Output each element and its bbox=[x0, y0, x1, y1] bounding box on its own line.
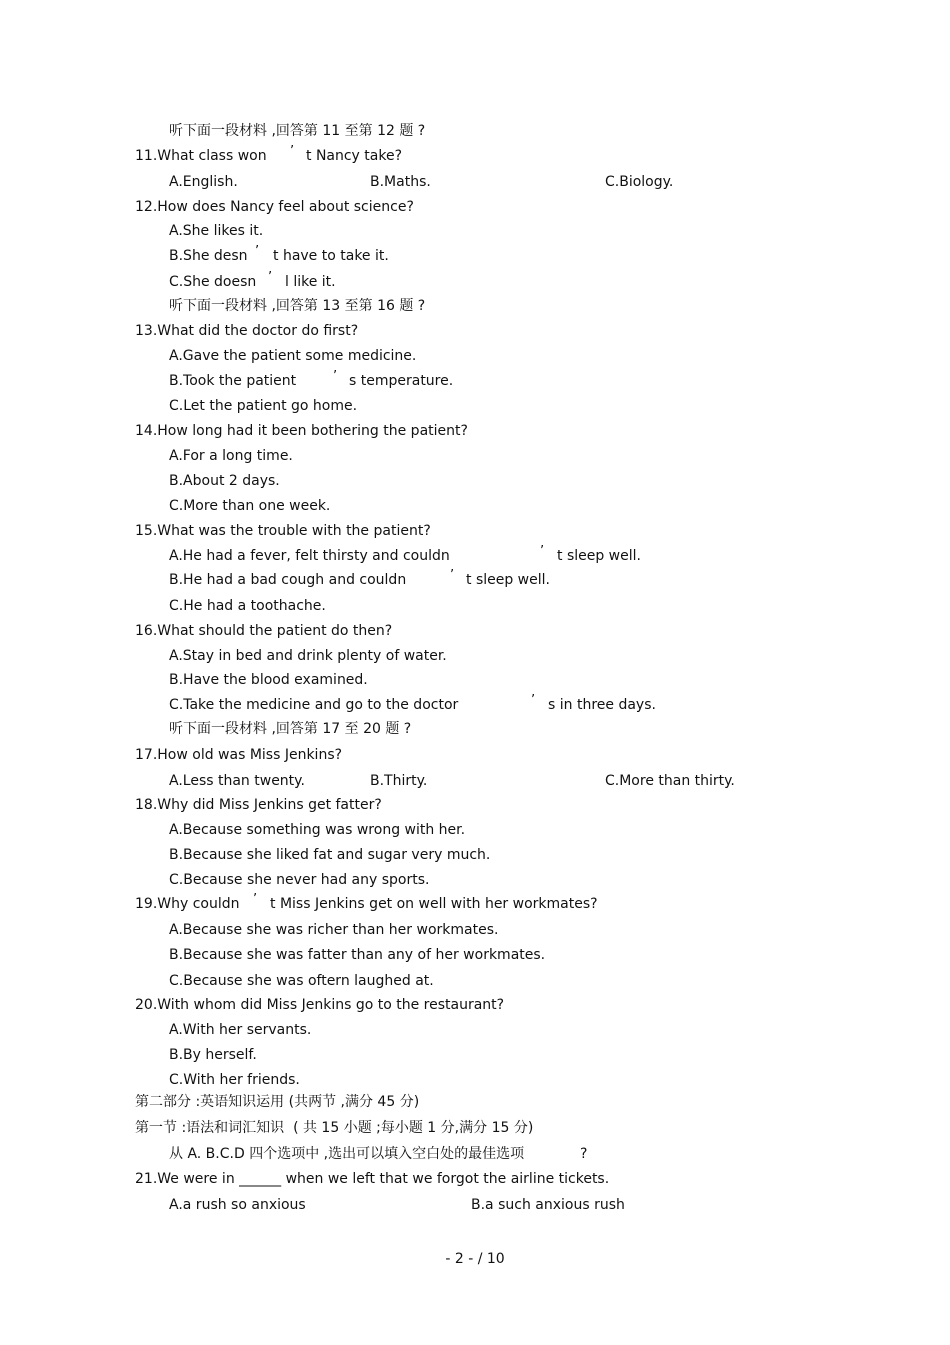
option-c: C.Take the medicine and go to the doctor bbox=[169, 697, 459, 713]
option-b: B.She desn bbox=[169, 248, 248, 264]
question-13: 13.What did the doctor do first? bbox=[135, 323, 359, 339]
question-18: 18.Why did Miss Jenkins get fatter? bbox=[135, 797, 382, 813]
apostrophe: ’ bbox=[540, 544, 545, 559]
option-c: C.More than one week. bbox=[169, 498, 331, 514]
section-instruction: 听下面一段材料 ,回答第 17 至 20 题 ? bbox=[169, 721, 412, 737]
option-b-cont: t have to take it. bbox=[273, 248, 389, 264]
question-12: 12.How does Nancy feel about science? bbox=[135, 199, 414, 215]
section-instruction: 从 A. B.C.D 四个选项中 ,选出可以填入空白处的最佳选项 bbox=[169, 1146, 525, 1162]
option-b: B.About 2 days. bbox=[169, 473, 280, 489]
apostrophe: ’ bbox=[290, 144, 295, 159]
question-20: 20.With whom did Miss Jenkins go to the restaurant? bbox=[135, 997, 505, 1013]
option-c: C.He had a toothache. bbox=[169, 598, 326, 614]
option-b: B.a such anxious rush bbox=[471, 1197, 625, 1213]
apostrophe: ’ bbox=[268, 270, 273, 285]
option-a: A.With her servants. bbox=[169, 1022, 312, 1038]
section-instruction: 听下面一段材料 ,回答第 13 至第 16 题 ? bbox=[169, 298, 426, 314]
question-15: 15.What was the trouble with the patient? bbox=[135, 523, 431, 539]
option-c: C.She doesn bbox=[169, 274, 257, 290]
option-a: A.For a long time. bbox=[169, 448, 293, 464]
option-c: C.Biology. bbox=[605, 174, 674, 190]
option-c: C.With her friends. bbox=[169, 1072, 300, 1088]
option-a: A.He had a fever, felt thirsty and couldn bbox=[169, 548, 450, 564]
question-17: 17.How old was Miss Jenkins? bbox=[135, 747, 343, 763]
option-a: A.English. bbox=[169, 174, 238, 190]
option-b: B.Thirty. bbox=[370, 773, 428, 789]
option-a: A.Less than twenty. bbox=[169, 773, 305, 789]
option-b: B.Because she was fatter than any of her workmates. bbox=[169, 947, 546, 963]
apostrophe: ’ bbox=[253, 892, 258, 907]
question-11: 11.What class won bbox=[135, 148, 267, 164]
question-19-cont: t Miss Jenkins get on well with her workmates? bbox=[270, 896, 598, 912]
question-14: 14.How long had it been bothering the patient? bbox=[135, 423, 468, 439]
question-16: 16.What should the patient do then? bbox=[135, 623, 393, 639]
page-number: - 2 - / 10 bbox=[445, 1251, 505, 1267]
question-11-cont: t Nancy take? bbox=[306, 148, 403, 164]
option-c-cont: s in three days. bbox=[548, 697, 656, 713]
option-c: C.Because she never had any sports. bbox=[169, 872, 430, 888]
section-heading: 第一节 :语法和词汇知识 ( 共 15 小题 ;每小题 1 分,满分 15 分) bbox=[135, 1120, 534, 1136]
question-19: 19.Why couldn bbox=[135, 896, 240, 912]
option-c-cont: l like it. bbox=[285, 274, 336, 290]
apostrophe: ’ bbox=[531, 693, 536, 708]
apostrophe: ’ bbox=[450, 568, 455, 583]
option-a: A.She likes it. bbox=[169, 223, 264, 239]
part-heading: 第二部分 :英语知识运用 (共两节 ,满分 45 分) bbox=[135, 1094, 420, 1110]
option-a: A.Stay in bed and drink plenty of water. bbox=[169, 648, 447, 664]
option-b: B.He had a bad cough and couldn bbox=[169, 572, 407, 588]
section-instruction-mark: ? bbox=[580, 1146, 588, 1162]
question-21: 21.We were in ______ when we left that we forgot the airline tickets. bbox=[135, 1171, 610, 1187]
option-a: A.Because she was richer than her workmates. bbox=[169, 922, 499, 938]
apostrophe: ’ bbox=[255, 244, 260, 259]
option-b: B.Have the blood examined. bbox=[169, 672, 368, 688]
option-c: C.More than thirty. bbox=[605, 773, 735, 789]
option-a: A.Because something was wrong with her. bbox=[169, 822, 466, 838]
option-c: C.Let the patient go home. bbox=[169, 398, 358, 414]
option-b: B.By herself. bbox=[169, 1047, 257, 1063]
option-a: A.Gave the patient some medicine. bbox=[169, 348, 417, 364]
option-b: B.Because she liked fat and sugar very much. bbox=[169, 847, 491, 863]
option-b-cont: t sleep well. bbox=[466, 572, 550, 588]
option-b: B.Maths. bbox=[370, 174, 431, 190]
section-instruction: 听下面一段材料 ,回答第 11 至第 12 题 ? bbox=[169, 123, 426, 139]
option-c: C.Because she was oftern laughed at. bbox=[169, 973, 434, 989]
option-b-cont: s temperature. bbox=[349, 373, 454, 389]
option-b: B.Took the patient bbox=[169, 373, 297, 389]
option-a-cont: t sleep well. bbox=[557, 548, 641, 564]
apostrophe: ’ bbox=[333, 369, 338, 384]
option-a: A.a rush so anxious bbox=[169, 1197, 306, 1213]
